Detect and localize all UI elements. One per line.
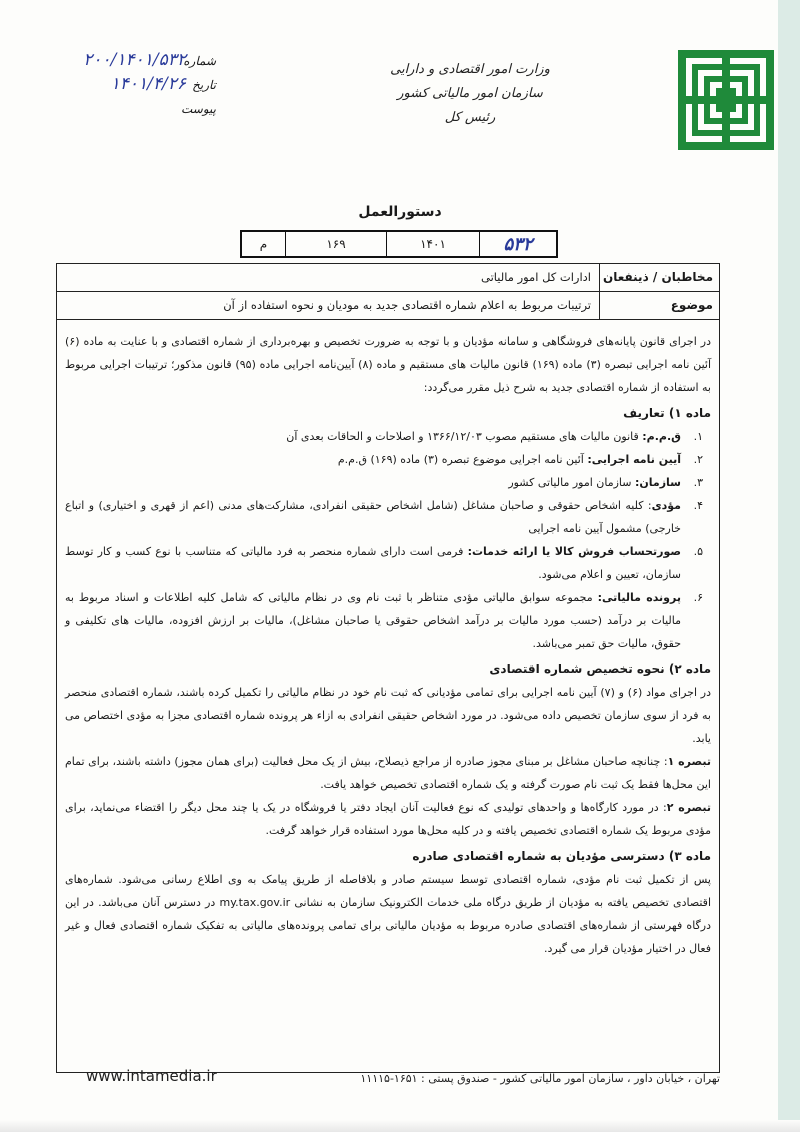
definition-item: ۱. ق.م.م: قانون مالیات های مستقیم مصوب ۱۳۶۶/۱۲/۰۳ و اصلاحات و الحاقات بعدی آن [286, 430, 703, 443]
addressee-row [57, 264, 719, 292]
head-title: رئیس کل [444, 110, 496, 125]
subject-value: ترتیبات مربوط به اعلام شماره اقتصادی جدید به مودیان و نحوه استفاده از آن [223, 298, 591, 312]
next-page-edge [0, 1120, 800, 1132]
subject-label: موضوع [599, 292, 719, 319]
number-box-cell: م [259, 237, 268, 251]
intro-paragraph: در اجرای قانون پایانه‌های فروشگاهی و سامانه مؤدیان و با توجه به ضرورت تخصیص و بهره‌برداری از شماره اقتصادی و با عنایت به ماده (۶) آئین نامه اجرایی تبصره (۳) ماده (۱۶۹) قانون مالیات های مستقیم و ماده (۸) آیین‌نامه اجرایی ماده (۹۵) قانون مذکور؛ ترتیبات اجرایی مربوط به استفاده از شماره اقتصادی جدید به شرح ذیل مقرر می‌گردد: [65, 335, 712, 394]
definition-item: ۳. سازمان: سازمان امور مالیاتی کشور [508, 476, 703, 489]
section-2-note-2: تبصره ۲: در مورد کارگاه‌ها و واحدهای تولیدی که نوع فعالیت آنان ایجاد دفتر یا فروشگاه در یک یا چند محل دیگر را اقتضاء می‌نماید، برای مؤدی مربوط یک شماره اقتصادی تخصیص یافته و در کلیه محل‌ها مورد استفاده قرار خواهد گرفت. [65, 801, 711, 837]
ministry-header [380, 58, 560, 130]
attachment-row [56, 98, 216, 122]
number-box-cell: ۵۳۲ [479, 232, 556, 256]
document-frame [56, 263, 720, 1073]
addressee-value: ادارات کل امور مالیاتی [480, 270, 591, 284]
section-2-heading: ماده ۲) نحوه تخصیص شماره اقتصادی [489, 662, 711, 676]
section-1-heading: ماده ۱) تعاریف [623, 406, 711, 420]
attachment-label: پیوست [181, 102, 216, 116]
side-strip [778, 0, 800, 1132]
definition-item: ۲. آیین نامه اجرایی: آئین نامه اجرایی موضوع تبصره (۳) ماده (۱۶۹) ق.م.م [337, 453, 703, 466]
definition-item: ۵. صورتحساب فروش کالا یا ارائه خدمات: فرمی است دارای شماره منحصر به فرد مالیاتی که متناسب با نوع کسب و کار توسط سازمان، تعیین و اعلام می‌شود. [65, 545, 703, 581]
section-3-heading: ماده ۳) دسترسی مؤدیان به شماره اقتصادی صادره [412, 849, 711, 863]
footer-website: www.intamedia.ir [86, 1067, 217, 1085]
subject-row [57, 292, 719, 320]
number-box-cell: ۱۴۰۱ [386, 232, 479, 256]
letter-date-row [56, 74, 216, 98]
section-2-note-1: تبصره ۱: چنانچه صاحبان مشاغل بر مبنای مجوز صادره از مراجع ذیصلاح، بیش از یک محل فعالیت (برای همان مجوز) داشته باشند، برای تمام این محل‌ها فقط یک ثبت نام صورت گرفته و یک شماره اقتصادی تخصیص خواهد یافت. [65, 755, 711, 791]
document-body [65, 330, 711, 960]
number-box-cell: ۱۶۹ [285, 232, 386, 256]
letter-date: ۱۴۰۱/۴/۲۶ [110, 74, 186, 94]
section-2-text: در اجرای مواد (۶) و (۷) آیین نامه اجرایی برای تمامی مؤدیانی که ثبت نام خود در نظام مالیاتی را تکمیل کرده باشند، شماره اقتصادی منحصر به فرد از سوی سازمان تخصیص داده می‌شود. در مورد اشخاص حقیقی انفرادی به ازاء هر پرونده شماره اقتصادی مجزا به مؤدی اختصاص می یابد. [65, 686, 711, 745]
footer-address: تهران ، خیابان داور ، سازمان امور مالیاتی کشور - صندوق پستی : ۱۶۵۱-۱۱۱۱۵ [360, 1072, 720, 1085]
instruction-number-box [240, 230, 558, 258]
organization-name: سازمان امور مالیاتی کشور [397, 86, 543, 101]
tax-organization-logo [676, 48, 776, 152]
ministry-name: وزارت امور اقتصادی و دارایی [390, 62, 550, 77]
section-3-text: پس از تکمیل ثبت نام مؤدی، شماره اقتصادی توسط سیستم صادر و بلافاصله از طریق پیامک به وی اطلاع رسانی می‌شود. شماره‌های اقتصادی تخصیص یافته به مؤدیان از طریق درگاه ملی خدمات الکترونیک سازمان به نشانی my.tax.gov.ir در دسترس آنان می‌باشد. در این درگاه فهرستی از شماره‌های اقتصادی صادره مربوط به مؤدیان مالیاتی برای تمامی پرونده‌های مالیاتی به تفکیک شماره اقتصادی فعال و غیر فعال در اختیار مؤدیان قرار می گیرد. [65, 873, 711, 955]
definition-item: ۴. مؤدی: کلیه اشخاص حقوقی و صاحبان مشاغل (شامل اشخاص حقیقی انفرادی، مشارکت‌های مدنی (اعم از قهری و اختیاری) و اتباع خارجی) مشمول آیین نامه اجرایی [65, 499, 703, 535]
letter-number-row [56, 50, 216, 74]
number-label: شماره [183, 54, 216, 68]
letter-number: ۲۰۰/۱۴۰۱/۵۳۲ [83, 50, 186, 70]
letter-meta [56, 50, 216, 122]
document-title: دستورالعمل [358, 204, 442, 220]
definition-item: ۶. پرونده مالیاتی: مجموعه سوابق مالیاتی مؤدی متناظر با ثبت نام وی در نظام مالیاتی که شامل کلیه اطلاعات و اسناد مربوط به مالیات بر درآمد (حسب مورد مالیات بر درآمد اشخاص حقوقی یا صاحبان مشاغل)، مالیات بر ارزش افزوده، مالیات های تکلیفی و حقوق، مالیات حق تمبر می‌باشد. [65, 591, 703, 650]
addressee-label: مخاطبان / ذینفعان [599, 264, 719, 291]
date-label: تاریخ [192, 78, 216, 92]
